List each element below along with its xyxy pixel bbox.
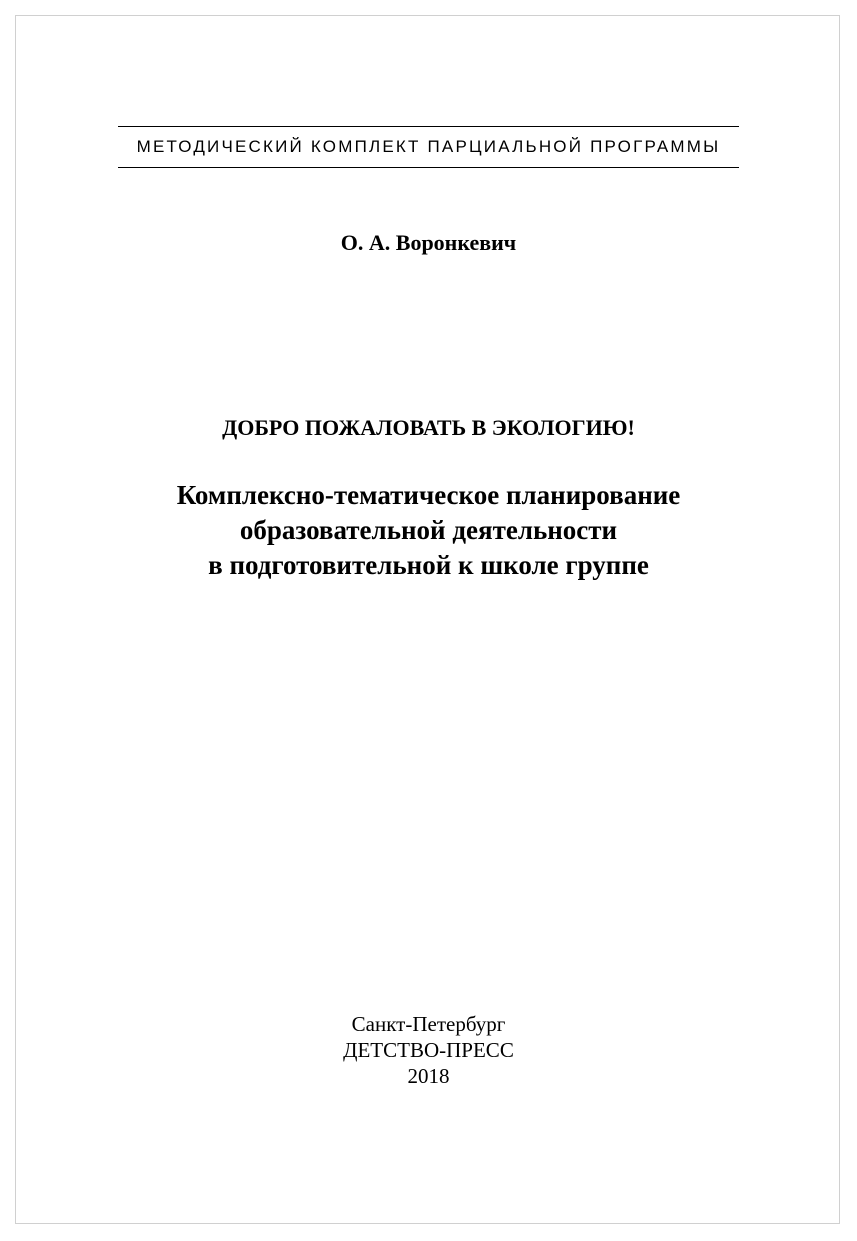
- author-name: О. А. Воронкевич: [340, 230, 517, 255]
- book-subtitle: [0, 478, 857, 583]
- subtitle-line-3: в подготовительной к школе группе: [208, 550, 649, 580]
- top-rule: [118, 126, 739, 127]
- imprint-city: Санкт-Петербург: [351, 1012, 506, 1036]
- imprint-publisher: ДЕТСТВО-ПРЕСС: [343, 1038, 514, 1062]
- imprint: [0, 1011, 857, 1089]
- subtitle-line-2: образовательной деятельности: [239, 515, 618, 545]
- subtitle-line-1: Комплексно-тематическое планирование: [176, 480, 681, 510]
- bottom-rule: [118, 167, 739, 168]
- book-title: ДОБРО ПОЖАЛОВАТЬ В ЭКОЛОГИЮ!: [222, 415, 635, 440]
- series-title: МЕТОДИЧЕСКИЙ КОМПЛЕКТ ПАРЦИАЛЬНОЙ ПРОГРАММЫ: [136, 137, 721, 156]
- imprint-year: 2018: [407, 1064, 450, 1088]
